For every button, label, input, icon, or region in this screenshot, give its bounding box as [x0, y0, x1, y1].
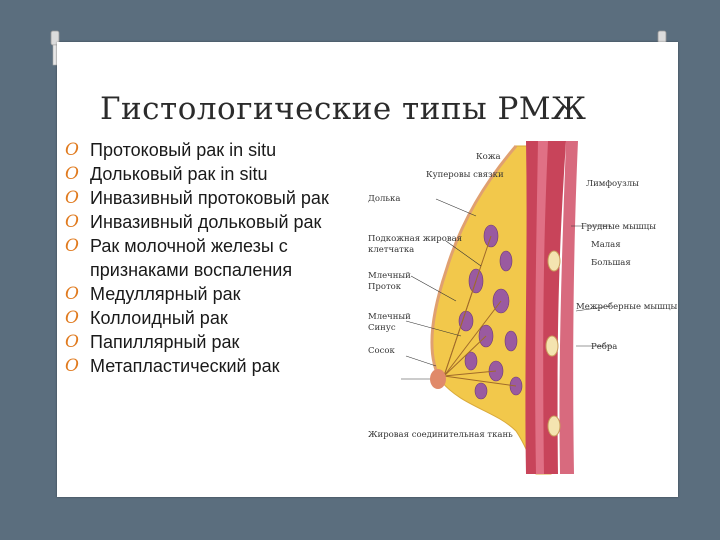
bullet-icon: O [65, 188, 79, 208]
bullet-icon: O [65, 308, 79, 328]
anatomy-diagram [366, 141, 678, 474]
list-item: O Папиллярный рак [65, 332, 240, 352]
label-grudnye: Грудные мышцы [581, 222, 656, 232]
label-sinus-2: Синус [368, 323, 396, 333]
label-kuper: Куперовы связки [426, 170, 504, 180]
bullet-icon: O [65, 212, 79, 232]
label-kozha: Кожа [476, 152, 501, 162]
list-item: O Дольковый рак in situ [65, 164, 268, 184]
list-item: O Медуллярный рак [65, 284, 241, 304]
bullet-icon: O [65, 236, 79, 256]
label-podkozh-1: Подкожная жировая [368, 234, 463, 244]
bullet-icon: O [65, 356, 79, 376]
label-dolka: Долька [368, 194, 401, 204]
list-item: O Коллоидный рак [65, 308, 228, 328]
breast-anatomy-illustration [366, 141, 678, 474]
label-protok-1: Млечный [368, 271, 411, 281]
bullet-icon: O [65, 140, 79, 160]
list-item: O Инвазивный протоковый рак [65, 188, 329, 208]
bullet-list [60, 138, 360, 378]
label-sinus-1: Млечный [368, 312, 411, 322]
label-zhir: Жировая соединительная ткань [368, 430, 513, 440]
bullet-icon: O [65, 284, 79, 304]
label-mezhreb: Межреберные мышцы [576, 302, 678, 312]
label-rebra: Ребра [591, 342, 618, 352]
label-podkozh-2: клетчатка [368, 245, 415, 255]
bullet-icon: O [65, 164, 79, 184]
list-item: O Протоковый рак in situ [65, 140, 277, 160]
list-item: O Метапластический рак [65, 356, 280, 376]
bullet-icon: O [65, 332, 79, 352]
slide-title: Гистологические типы РМЖ [100, 91, 587, 127]
label-limfo: Лимфоузлы [586, 179, 639, 189]
list-item: O Рак молочной железы с признаками воспаления [65, 236, 293, 280]
list-item: O Инвазивный дольковый рак [65, 212, 322, 232]
label-protok-2: Проток [368, 282, 402, 292]
label-malaya: Малая [591, 240, 621, 250]
label-sosok: Сосок [368, 346, 395, 356]
label-bolshaya: Большая [591, 258, 631, 268]
